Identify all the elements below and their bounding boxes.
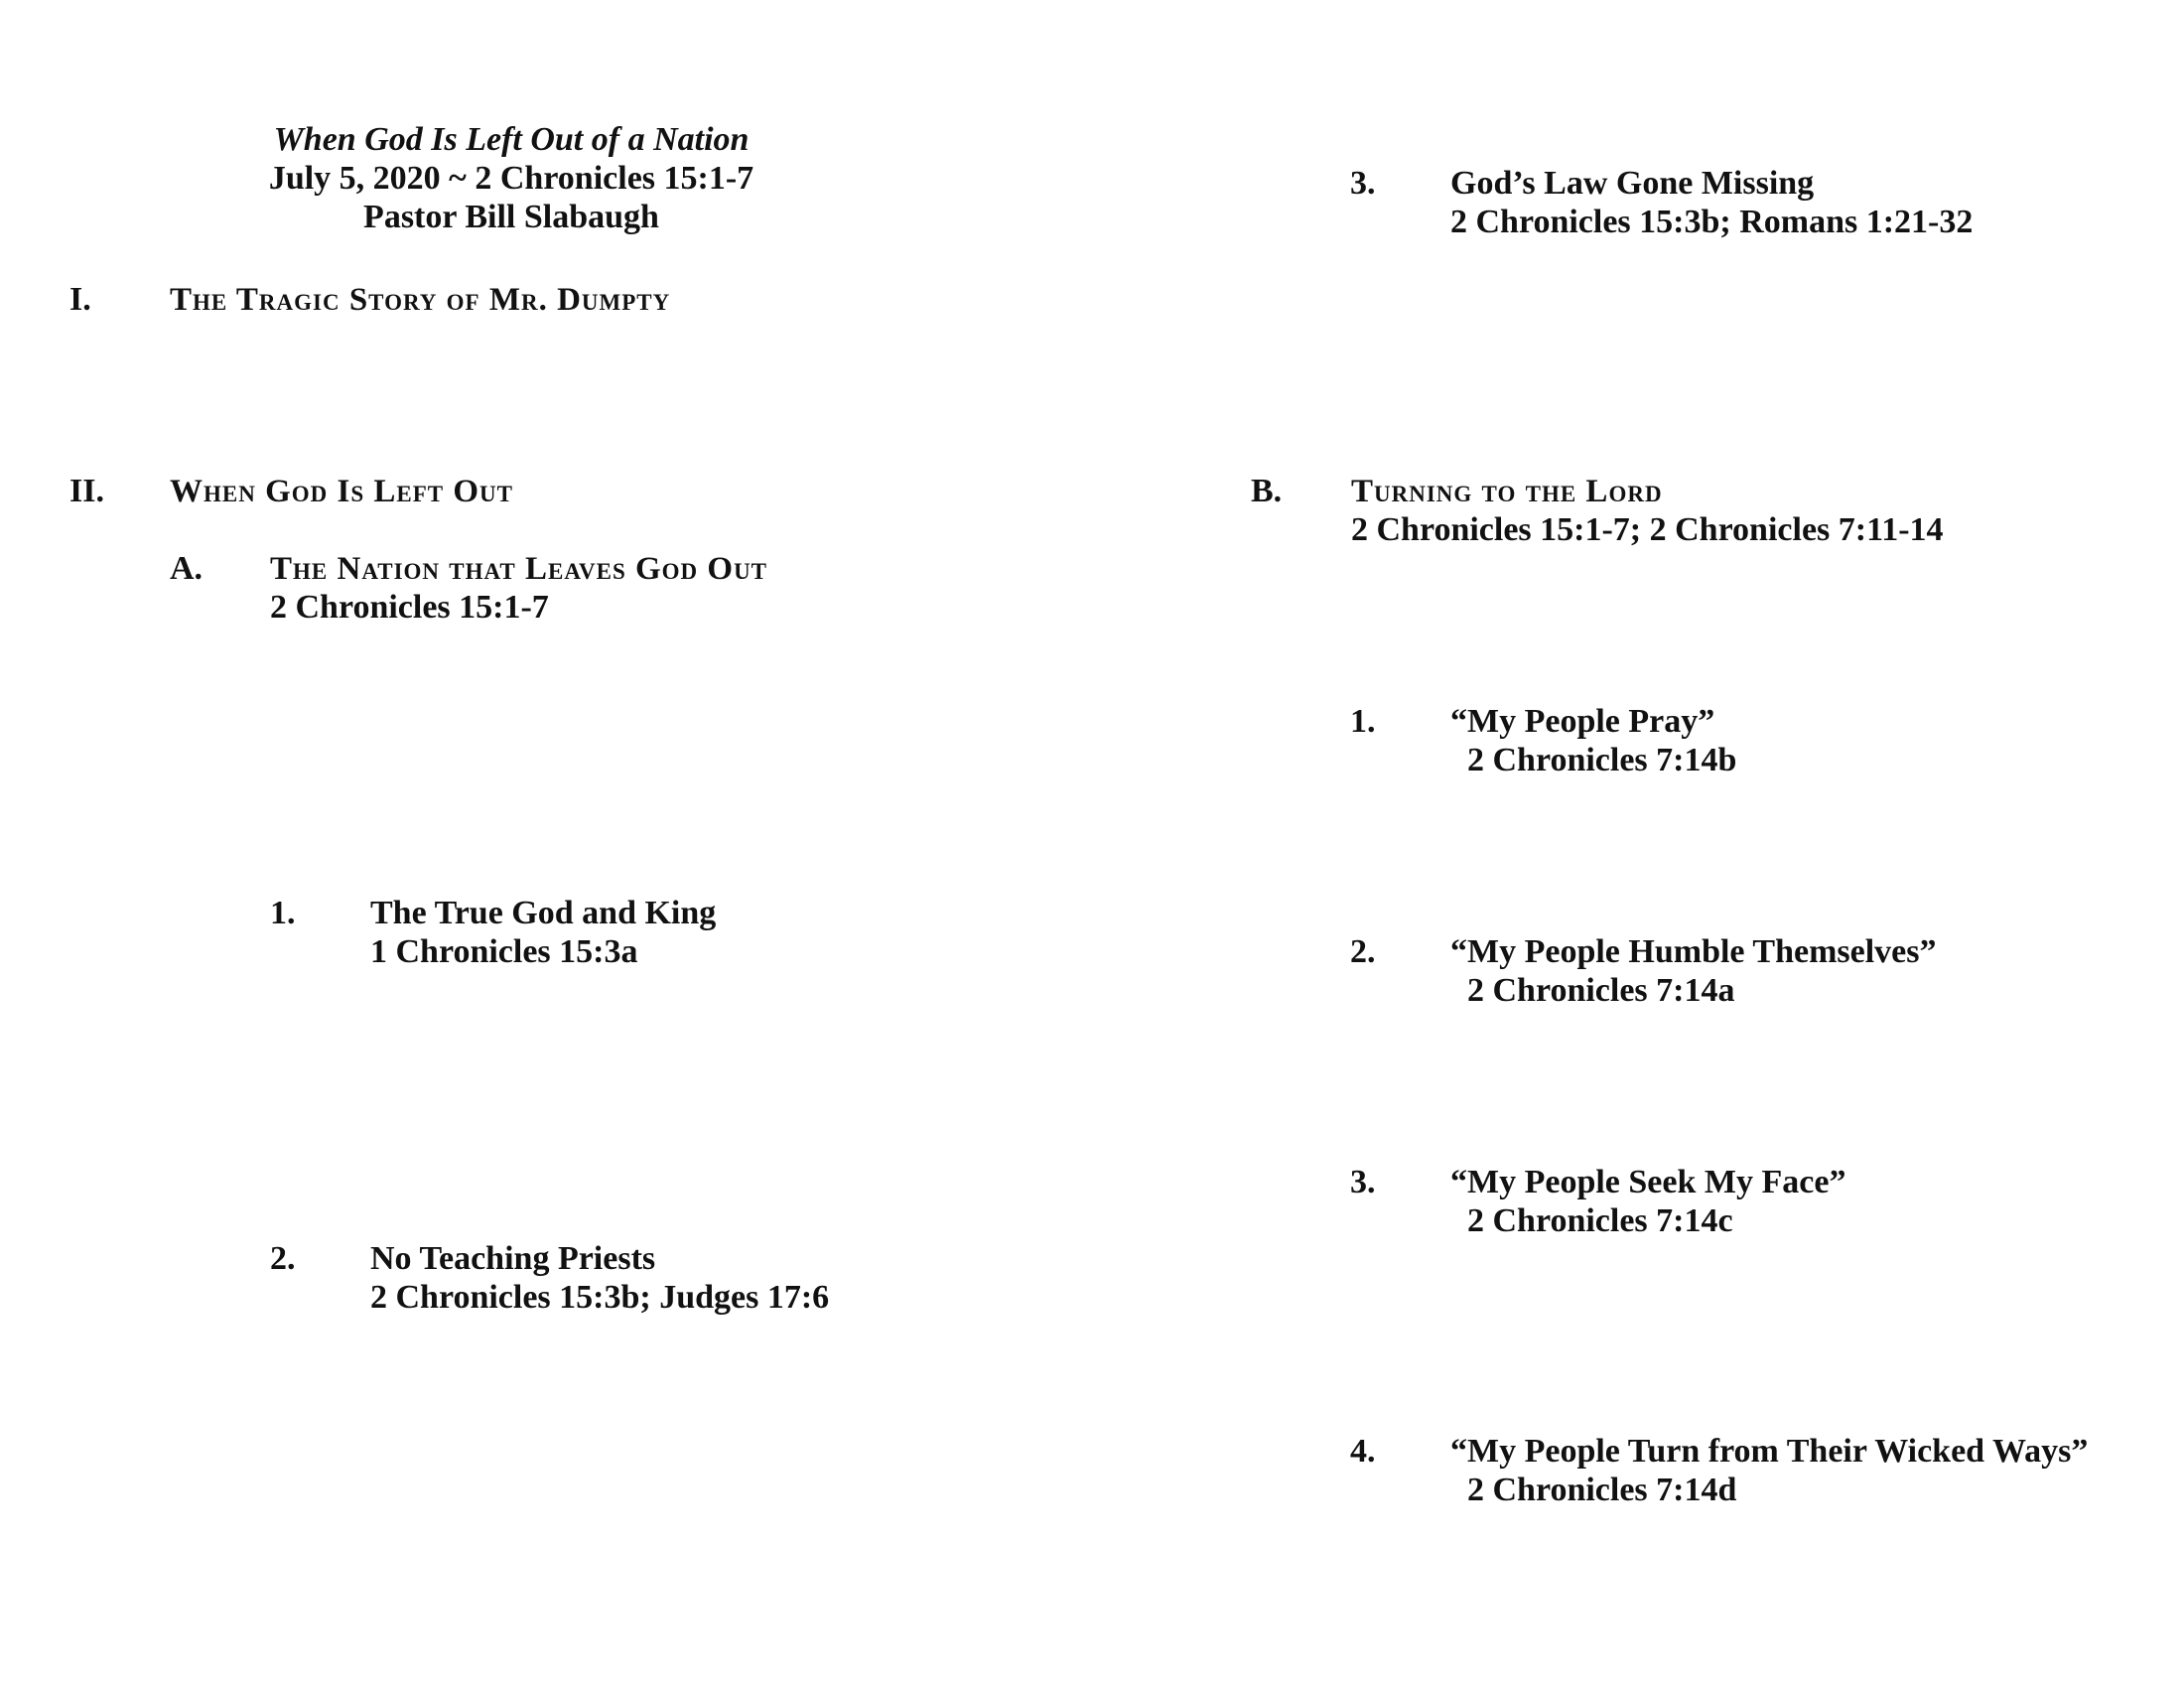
list-item-number: 1. bbox=[1350, 703, 1376, 740]
part-a-letter: A. bbox=[170, 550, 204, 587]
list-item-reference: 2 Chronicles 7:14d bbox=[1467, 1472, 1737, 1508]
part-b-heading: Turning to the Lord bbox=[1351, 474, 1663, 509]
list-item-number: 3. bbox=[1350, 165, 1376, 202]
list-item-title: “My People Humble Themselves” bbox=[1450, 933, 1937, 970]
list-item-number: 1. bbox=[270, 895, 296, 931]
section-1-heading: The Tragic Story of Mr. Dumpty bbox=[170, 282, 671, 318]
list-item-title: “My People Pray” bbox=[1450, 703, 1715, 740]
list-item-number: 4. bbox=[1350, 1433, 1376, 1470]
list-item-title: “My People Turn from Their Wicked Ways” bbox=[1450, 1433, 2089, 1470]
list-item-number: 2. bbox=[270, 1240, 296, 1277]
list-item-reference: 1 Chronicles 15:3a bbox=[370, 933, 638, 970]
list-item-title: “My People Seek My Face” bbox=[1450, 1164, 1846, 1200]
part-b-letter: B. bbox=[1251, 473, 1283, 509]
sermon-title: When God Is Left Out of a Nation bbox=[273, 121, 750, 158]
section-1-number: I. bbox=[69, 281, 91, 318]
sermon-date-line: July 5, 2020 ~ 2 Chronicles 15:1-7 bbox=[268, 160, 754, 197]
list-item-number: 2. bbox=[1350, 933, 1376, 970]
part-a-reference: 2 Chronicles 15:1-7 bbox=[270, 589, 549, 626]
section-2-number: II. bbox=[69, 473, 104, 509]
part-a-heading: The Nation that Leaves God Out bbox=[270, 551, 768, 587]
list-item-reference: 2 Chronicles 7:14c bbox=[1467, 1202, 1733, 1239]
part-b-reference: 2 Chronicles 15:1-7; 2 Chronicles 7:11-14 bbox=[1351, 511, 1944, 548]
list-item-reference: 2 Chronicles 15:3b; Romans 1:21-32 bbox=[1450, 204, 1974, 240]
sermon-pastor: Pastor Bill Slabaugh bbox=[363, 199, 659, 235]
list-item-title: No Teaching Priests bbox=[370, 1240, 656, 1277]
list-item-title: The True God and King bbox=[370, 895, 717, 931]
list-item-reference: 2 Chronicles 7:14b bbox=[1467, 742, 1737, 778]
list-item-number: 3. bbox=[1350, 1164, 1376, 1200]
list-item-title: God’s Law Gone Missing bbox=[1450, 165, 1815, 202]
list-item-reference: 2 Chronicles 7:14a bbox=[1467, 972, 1735, 1009]
section-2-heading: When God Is Left Out bbox=[170, 474, 514, 509]
list-item-reference: 2 Chronicles 15:3b; Judges 17:6 bbox=[370, 1279, 830, 1316]
